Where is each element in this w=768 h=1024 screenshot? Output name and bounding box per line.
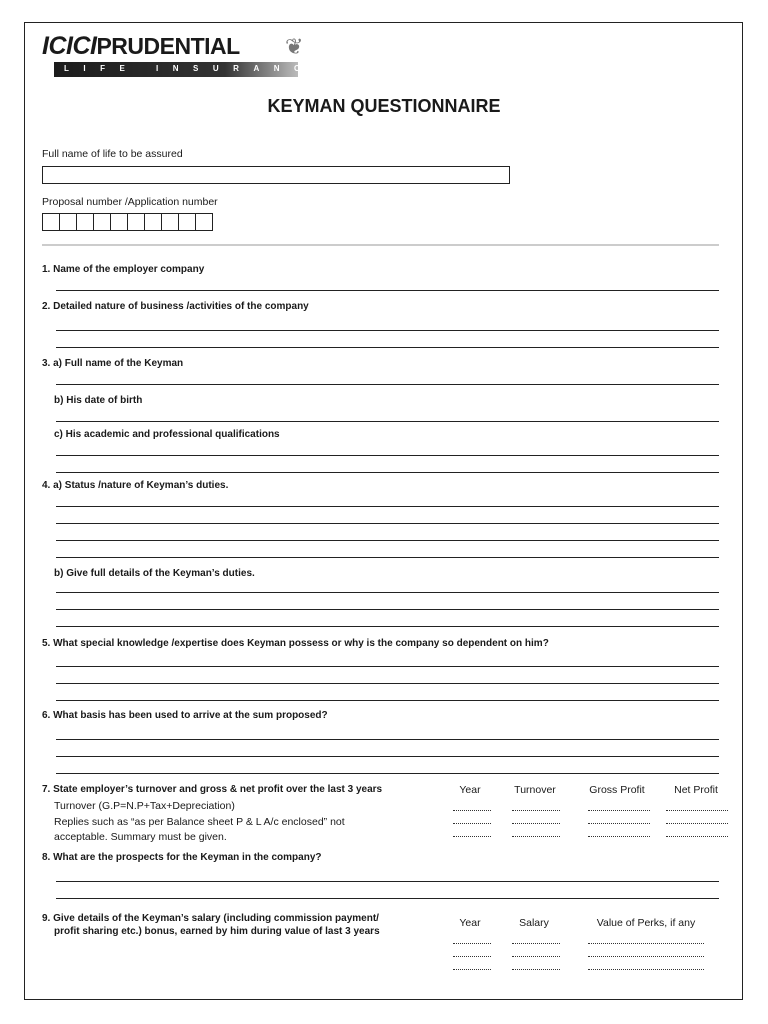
table9-cell[interactable]: [512, 956, 560, 957]
table7-cell[interactable]: [512, 810, 560, 811]
table9-cell[interactable]: [588, 969, 704, 970]
page-title: KEYMAN QUESTIONNAIRE: [267, 96, 501, 116]
answer-line[interactable]: [56, 739, 719, 740]
table9-cell[interactable]: [453, 943, 491, 944]
answer-line[interactable]: [56, 773, 719, 774]
question-2: 2. Detailed nature of business /activities of the company: [42, 301, 309, 312]
answer-line[interactable]: [56, 330, 719, 331]
digit-cell[interactable]: [144, 213, 162, 231]
table7-cell[interactable]: [453, 836, 491, 837]
table7-cell[interactable]: [453, 823, 491, 824]
question-6: 6. What basis has been used to arrive at the sum proposed?: [42, 710, 328, 721]
question-7-note: Replies such as “as per Balance sheet P & L A/c enclosed” not: [54, 816, 345, 828]
digit-cell[interactable]: [76, 213, 94, 231]
answer-line[interactable]: [56, 290, 719, 291]
icici-prudential-logo: [42, 32, 335, 80]
table7-cell[interactable]: [666, 836, 728, 837]
table9-header-year: Year: [459, 917, 481, 929]
digit-cell[interactable]: [110, 213, 128, 231]
question-7: 7. State employer’s turnover and gross & net profit over the last 3 years: [42, 784, 383, 795]
table7-cell[interactable]: [666, 823, 728, 824]
answer-line[interactable]: [56, 626, 719, 627]
table9-cell[interactable]: [512, 969, 560, 970]
table7-cell[interactable]: [453, 810, 491, 811]
table7-header-net-profit: Net Profit: [674, 784, 718, 796]
logo-tagline-bar: [54, 62, 335, 77]
table7-cell[interactable]: [512, 823, 560, 824]
table9-header-perks: Value of Perks, if any: [596, 917, 696, 929]
question-7-note: Turnover (G.P=N.P+Tax+Depreciation): [54, 800, 235, 812]
question-4a: 4. a) Status /nature of Keyman’s duties.: [42, 480, 229, 491]
logo-icici: ICICI: [42, 32, 97, 60]
question-3c: c) His academic and professional qualifications: [54, 429, 280, 440]
digit-cell[interactable]: [93, 213, 111, 231]
answer-line[interactable]: [56, 421, 719, 422]
section-divider: [42, 244, 719, 246]
answer-line[interactable]: [56, 666, 719, 667]
table7-cell[interactable]: [588, 823, 650, 824]
answer-line[interactable]: [56, 523, 719, 524]
rock-emblem-icon: ❦: [285, 34, 304, 59]
digit-cell[interactable]: [59, 213, 77, 231]
table9-header-salary: Salary: [519, 917, 549, 929]
question-9: 9. Give details of the Keyman’s salary (including commission payment/: [42, 913, 379, 924]
question-7-note: acceptable. Summary must be given.: [54, 831, 227, 843]
table9-cell[interactable]: [512, 943, 560, 944]
question-4b: b) Give full details of the Keyman’s duties.: [54, 568, 255, 579]
answer-line[interactable]: [56, 557, 719, 558]
table7-header-gross-profit: Gross Profit: [589, 784, 645, 796]
table9-cell[interactable]: [453, 956, 491, 957]
answer-line[interactable]: [56, 472, 719, 473]
table9-cell[interactable]: [453, 969, 491, 970]
digit-cell[interactable]: [127, 213, 145, 231]
table9-cell[interactable]: [588, 956, 704, 957]
table7-cell[interactable]: [588, 810, 650, 811]
answer-line[interactable]: [56, 540, 719, 541]
table7-header-turnover: Turnover: [514, 784, 556, 796]
table7-cell[interactable]: [588, 836, 650, 837]
answer-line[interactable]: [56, 506, 719, 507]
answer-line[interactable]: [56, 455, 719, 456]
proposal-number-label: Proposal number /Application number: [42, 196, 218, 208]
question-9-cont: profit sharing etc.) bonus, earned by him during value of last 3 years: [54, 926, 380, 937]
question-3a: 3. a) Full name of the Keyman: [42, 358, 184, 369]
table7-header-year: Year: [459, 784, 481, 796]
digit-cell[interactable]: [178, 213, 196, 231]
question-3b: b) His date of birth: [54, 395, 143, 406]
question-8: 8. What are the prospects for the Keyman in the company?: [42, 852, 322, 863]
full-name-label: Full name of life to be assured: [42, 148, 183, 160]
digit-cell[interactable]: [42, 213, 60, 231]
answer-line[interactable]: [56, 756, 719, 757]
answer-line[interactable]: [56, 881, 719, 882]
answer-line[interactable]: [56, 898, 719, 899]
full-name-input[interactable]: [42, 166, 510, 184]
question-5: 5. What special knowledge /expertise does Keyman possess or why is the company so dependent on him?: [42, 638, 549, 649]
answer-line[interactable]: [56, 347, 719, 348]
logo-tagline: LIFE INSURANCE: [64, 64, 335, 73]
table7-cell[interactable]: [512, 836, 560, 837]
answer-line[interactable]: [56, 683, 719, 684]
logo-prudential: PRUDENTIAL: [96, 33, 240, 59]
answer-line[interactable]: [56, 609, 719, 610]
digit-cell[interactable]: [161, 213, 179, 231]
table9-cell[interactable]: [588, 943, 704, 944]
answer-line[interactable]: [56, 592, 719, 593]
question-1: 1. Name of the employer company: [42, 264, 205, 275]
answer-line[interactable]: [56, 384, 719, 385]
answer-line[interactable]: [56, 700, 719, 701]
digit-cell[interactable]: [195, 213, 213, 231]
table7-cell[interactable]: [666, 810, 728, 811]
proposal-number-cells[interactable]: [42, 213, 213, 231]
